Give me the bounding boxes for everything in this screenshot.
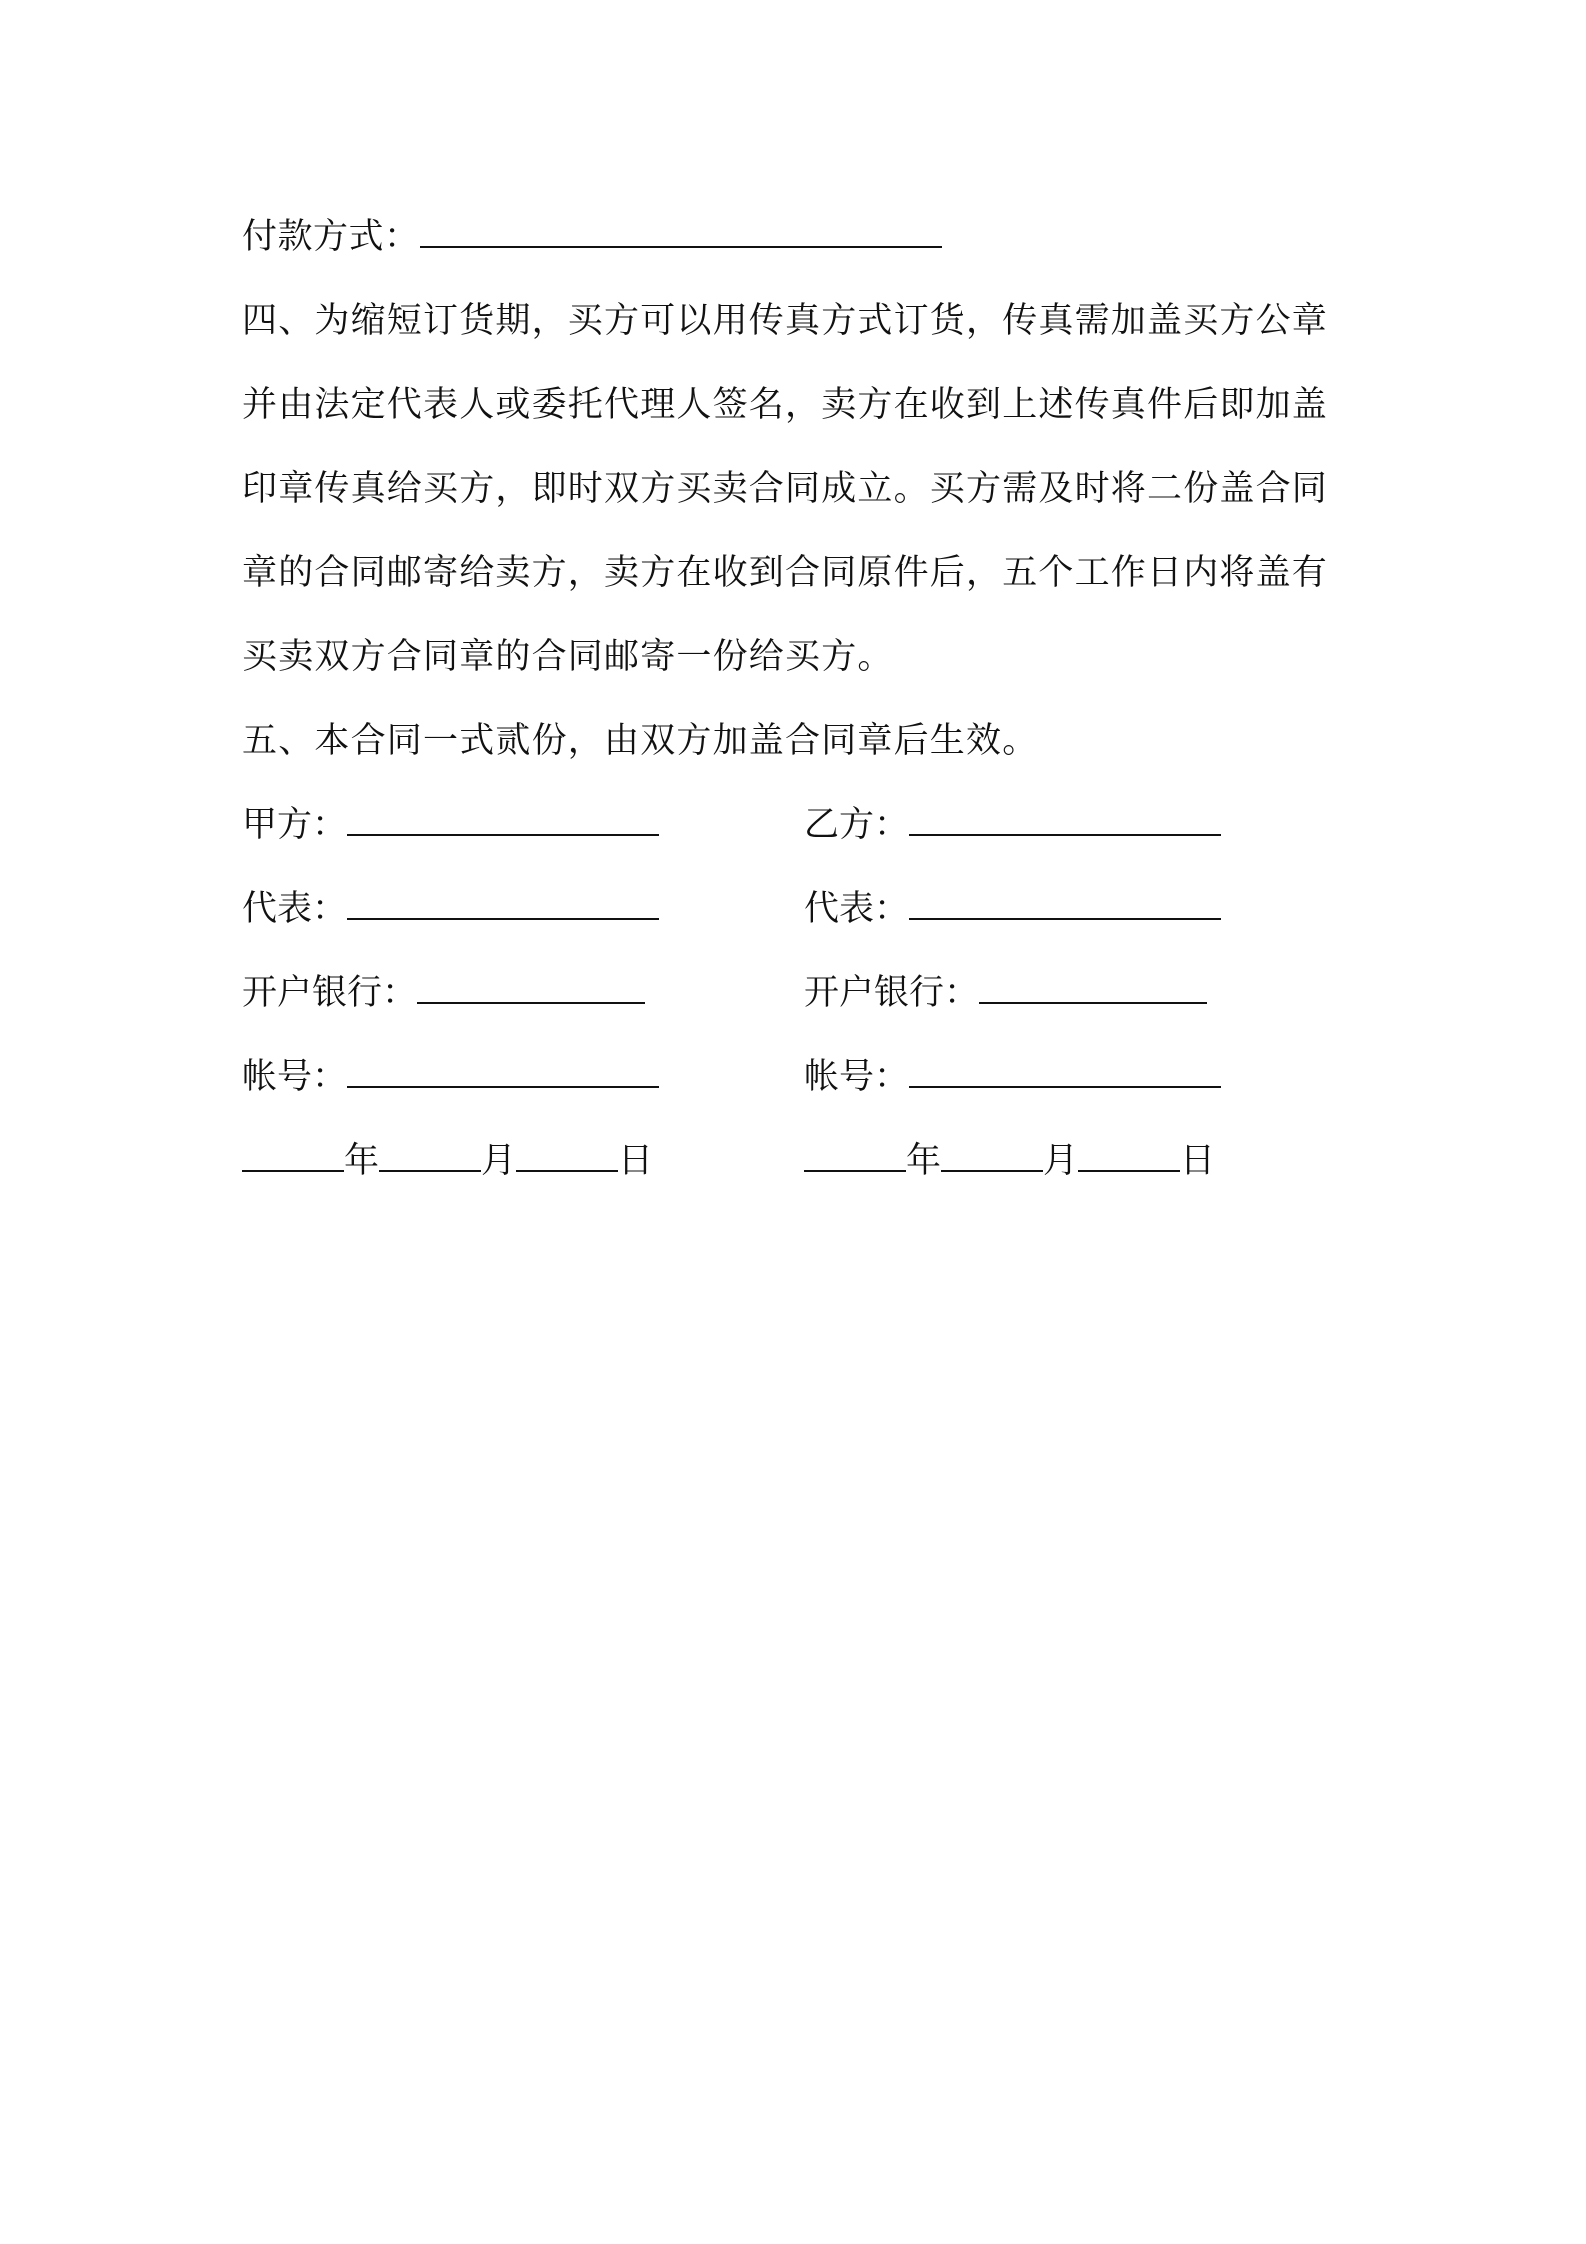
payment-method-label: 付款方式： xyxy=(242,217,420,257)
signature-row-party xyxy=(242,783,1362,867)
party-b-day-blank[interactable] xyxy=(1078,1140,1180,1172)
clause-4 xyxy=(242,279,1362,699)
payment-method-row xyxy=(242,195,1362,279)
party-a-account-blank[interactable] xyxy=(347,1056,659,1088)
clause-4-line: 四、为缩短订货期，买方可以用传真方式订货，传真需加盖买方公章 xyxy=(242,301,1329,341)
party-b-account-field xyxy=(804,1035,1366,1119)
clause-4-line: 印章传真给买方，即时双方买卖合同成立。买方需及时将二份盖合同 xyxy=(242,469,1329,509)
party-a-label: 甲方： xyxy=(242,805,348,845)
party-b-account-blank[interactable] xyxy=(909,1056,1221,1088)
party-a-day-label: 日 xyxy=(618,1141,654,1181)
party-a-day-blank[interactable] xyxy=(516,1140,618,1172)
signature-row-date xyxy=(242,1119,1362,1203)
party-b-year-label: 年 xyxy=(906,1141,942,1181)
party-a-name-field xyxy=(242,783,804,867)
party-b-rep-blank[interactable] xyxy=(909,888,1221,920)
party-b-rep-label: 代表： xyxy=(804,889,910,929)
party-b-rep-field xyxy=(804,867,1366,951)
clause-4-line: 章的合同邮寄给卖方，卖方在收到合同原件后，五个工作日内将盖有 xyxy=(242,553,1329,593)
clause-4-line: 并由法定代表人或委托代理人签名，卖方在收到上述传真件后即加盖 xyxy=(242,385,1329,425)
party-b-bank-blank[interactable] xyxy=(979,972,1207,1004)
party-a-bank-label: 开户银行： xyxy=(242,973,418,1013)
party-b-month-label: 月 xyxy=(1043,1141,1079,1181)
signature-block xyxy=(242,783,1362,1203)
party-a-account-field xyxy=(242,1035,804,1119)
signature-row-representative xyxy=(242,867,1362,951)
party-b-date-field xyxy=(804,1119,1366,1203)
party-b-blank[interactable] xyxy=(909,804,1221,836)
contract-content xyxy=(242,195,1362,1203)
party-b-bank-label: 开户银行： xyxy=(804,973,980,1013)
party-b-year-blank[interactable] xyxy=(804,1140,906,1172)
party-b-account-label: 帐号： xyxy=(804,1057,910,1097)
signature-row-bank xyxy=(242,951,1362,1035)
party-a-rep-field xyxy=(242,867,804,951)
party-a-month-blank[interactable] xyxy=(379,1140,481,1172)
party-a-bank-blank[interactable] xyxy=(417,972,645,1004)
party-a-year-label: 年 xyxy=(344,1141,380,1181)
party-a-month-label: 月 xyxy=(481,1141,517,1181)
party-b-bank-field xyxy=(804,951,1366,1035)
party-b-label: 乙方： xyxy=(804,805,910,845)
party-b-name-field xyxy=(804,783,1366,867)
party-b-day-label: 日 xyxy=(1180,1141,1216,1181)
payment-method-blank[interactable] xyxy=(420,216,942,248)
clause-4-line: 买卖双方合同章的合同邮寄一份给买方。 xyxy=(242,637,894,677)
party-a-account-label: 帐号： xyxy=(242,1057,348,1097)
signature-row-account xyxy=(242,1035,1362,1119)
party-a-rep-label: 代表： xyxy=(242,889,348,929)
party-a-year-blank[interactable] xyxy=(242,1140,344,1172)
party-a-date-field xyxy=(242,1119,804,1203)
party-b-month-blank[interactable] xyxy=(941,1140,1043,1172)
clause-5: 五、本合同一式贰份，由双方加盖合同章后生效。 xyxy=(242,721,1039,761)
party-a-bank-field xyxy=(242,951,804,1035)
party-a-blank[interactable] xyxy=(347,804,659,836)
party-a-rep-blank[interactable] xyxy=(347,888,659,920)
